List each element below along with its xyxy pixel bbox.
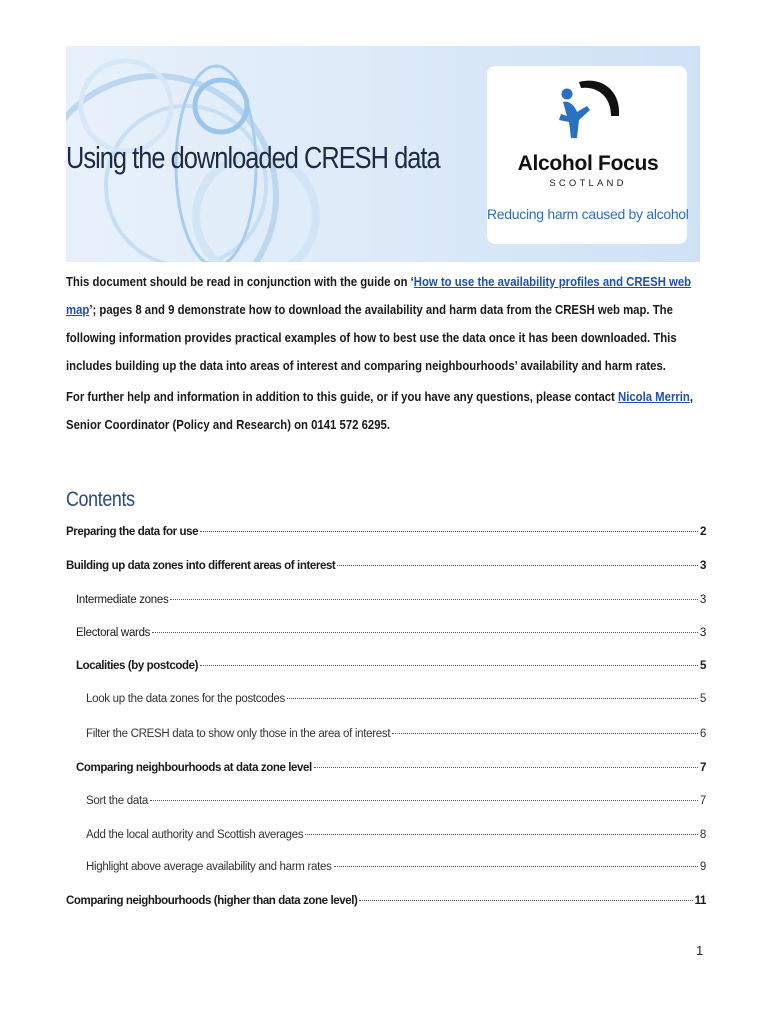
help-paragraph	[66, 383, 706, 439]
toc-leader-dots	[170, 599, 697, 600]
help-text-end: , Senior Coordinator (Policy and Research) on 0141 572 6295.	[66, 389, 694, 432]
intro-text-start: This document should be read in conjunction with the guide on ‘	[66, 274, 414, 289]
toc-entry-page: 3	[699, 594, 706, 606]
toc-entry-page: 5	[699, 693, 706, 705]
toc-entry-label: Sort the data	[86, 795, 148, 807]
toc-entry-label: Comparing neighbourhoods (higher than data zone level)	[66, 895, 358, 907]
toc-entry-label: Look up the data zones for the postcodes	[86, 693, 285, 705]
toc-entry-label: Building up data zones into different areas of interest	[66, 560, 336, 572]
logo-tagline: Reducing harm caused by alcohol	[487, 206, 689, 222]
toc-entry[interactable]	[66, 560, 706, 572]
toc-entry[interactable]	[86, 728, 706, 740]
page-title: Using the downloaded CRESH data	[66, 140, 440, 175]
toc-entry-page: 6	[699, 728, 706, 740]
alcohol-focus-logo	[487, 66, 687, 244]
toc-leader-dots	[337, 565, 698, 566]
toc-entry-page: 2	[700, 526, 706, 538]
toc-leader-dots	[152, 632, 698, 633]
toc-entry-page: 8	[699, 829, 706, 841]
toc-entry[interactable]	[76, 594, 706, 606]
toc-entry-label: Preparing the data for use	[66, 526, 199, 538]
toc-entry-label: Filter the CRESH data to show only those in the area of interest	[86, 728, 391, 740]
toc-leader-dots	[314, 767, 698, 768]
contact-link[interactable]: Nicola Merrin	[617, 389, 690, 404]
toc-entry-page: 7	[699, 795, 706, 807]
toc-leader-dots	[200, 665, 698, 666]
toc-entry-label: Intermediate zones	[76, 594, 169, 606]
toc-entry-page: 9	[699, 861, 706, 873]
toc-entry[interactable]	[86, 861, 706, 873]
intro-paragraph	[66, 268, 706, 380]
toc-leader-dots	[392, 733, 698, 734]
toc-entry[interactable]	[66, 526, 706, 538]
contents-heading: Contents	[66, 488, 135, 511]
toc-entry[interactable]	[76, 627, 706, 639]
toc-entry-label: Add the local authority and Scottish averages	[86, 829, 304, 841]
logo-subtitle: SCOTLAND	[549, 178, 627, 189]
toc-entry-label: Comparing neighbourhoods at data zone level	[76, 762, 312, 774]
guide-link[interactable]: How to use the availability profiles and CRESH web map	[66, 274, 692, 317]
alcohol-focus-figure-icon	[549, 76, 625, 148]
toc-entry[interactable]	[76, 660, 706, 672]
toc-entry-page: 5	[700, 660, 706, 672]
toc-entry-page: 7	[700, 762, 706, 774]
toc-entry-page: 3	[700, 560, 706, 572]
toc-leader-dots	[150, 800, 698, 801]
toc-leader-dots	[200, 531, 698, 532]
toc-leader-dots	[305, 834, 698, 835]
toc-entry-page: 3	[699, 627, 706, 639]
toc-leader-dots	[359, 900, 692, 901]
toc-entry[interactable]	[86, 693, 706, 705]
toc-entry-label: Localities (by postcode)	[76, 660, 199, 672]
toc-leader-dots	[287, 698, 698, 699]
logo-name: Alcohol Focus	[517, 152, 659, 175]
intro-text-end: ’; pages 8 and 9 demonstrate how to download the availability and harm data from the CRESH web map. The following information provides practical examples of how to best use the data once it has been downloaded. This includes building up the data into areas of interest and comparing neighbourhoods’ availability and harm rates.	[66, 302, 677, 373]
toc-entry[interactable]	[76, 762, 706, 774]
toc-entry-label: Highlight above average availability and harm rates	[86, 861, 332, 873]
toc-entry[interactable]	[66, 895, 706, 907]
help-text-start: For further help and information in addition to this guide, or if you have any questions, please contact	[66, 389, 618, 404]
toc-entry[interactable]	[86, 795, 706, 807]
toc-entry-page: 11	[694, 895, 706, 907]
toc-leader-dots	[334, 866, 698, 867]
toc-entry-label: Electoral wards	[76, 627, 151, 639]
page-number: 1	[696, 943, 704, 958]
toc-entry[interactable]	[86, 829, 706, 841]
